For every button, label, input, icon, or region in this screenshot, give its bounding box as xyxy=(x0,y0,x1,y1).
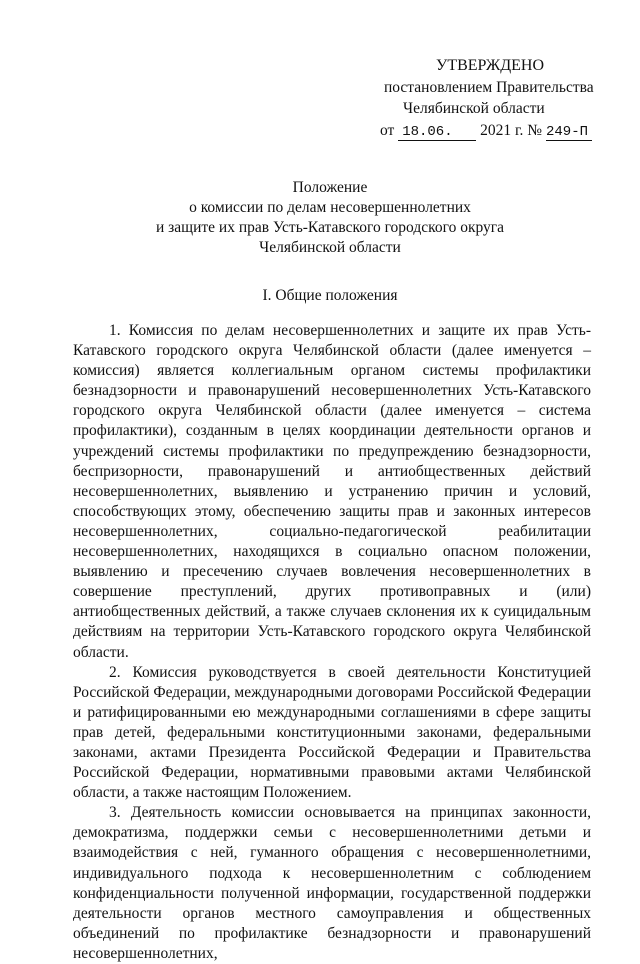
paragraph-2: 2. Комиссия руководствуется в своей деятельности Конституцией Российской Федерации, международными договорами Российской Федерации и ратифицированными ею международными соглашениями в сфере защиты прав детей, федеральными конституционными законами, федеральными законами, актами Президента Российской Федерации и Правительства Российской Федерации, нормативными правовыми актами Челябинской области, а также настоящим Положением. xyxy=(73,663,591,802)
document-title xyxy=(60,178,600,258)
approval-number: 249-П xyxy=(546,125,592,141)
title-line-4: Челябинской области xyxy=(259,239,401,256)
approval-date: 18.06. xyxy=(398,125,476,141)
paragraph-3: 3. Деятельность комиссии основывается на принципах законности, демократизма, поддержки семьи с несовершеннолетними детьми и взаимодействия с ней, гуманного обращения с несовершеннолетними, индивидуального подхода к несовершеннолетним с соблюдением конфиденциальности полученной информации, государственной поддержки деятельности органов местного самоуправления и общественных объединений по профилактике безнадзорности и правонарушений несовершеннолетних, xyxy=(73,804,591,962)
from-label: от xyxy=(380,121,395,139)
approval-date-line xyxy=(376,120,596,142)
approval-year: 2021 г. № xyxy=(480,121,543,139)
approval-stamp xyxy=(376,55,596,141)
document-body xyxy=(73,321,591,964)
title-line-1: Положение xyxy=(292,179,368,196)
paragraph-1: 1. Комиссия по делам несовершеннолетних и защите их прав Усть-Катавского городского округа Челябинской области (далее именуется – комиссия) является коллегиальным органом системы профилактики безнадзорности и правонарушений несовершеннолетних Усть-Катавского городского округа Челябинской области (далее именуется – система профилактики), созданным в целях координации деятельности органов и учреждений системы профилактики по предупреждению безнадзорности, беспризорности, правонарушений и антиобщественных действий несовершеннолетних, выявлению и устранению причин и условий, способствующих этому, обеспечению защиты прав и законных интересов несовершеннолетних, социально-педагогической реабилитации несовершеннолетних, находящихся в социально опасном положении, выявлению и пресечению случаев вовлечения несовершеннолетних в совершение преступлений, других противоправных и (или) антиобщественных действий, а также случаев склонения их к суицидальным действиям на территории Усть-Катавского городского округа Челябинской области. xyxy=(73,322,591,661)
approved-label: УТВЕРЖДЕНО xyxy=(436,57,545,74)
section-heading: I. Общие положения xyxy=(262,287,398,304)
approval-authority: постановлением Правительства xyxy=(384,78,594,96)
title-line-2: о комиссии по делам несовершеннолетних xyxy=(189,199,471,216)
approval-region: Челябинской области xyxy=(403,100,545,117)
title-line-3: и защите их прав Усть-Катавского городского округа xyxy=(155,219,505,236)
